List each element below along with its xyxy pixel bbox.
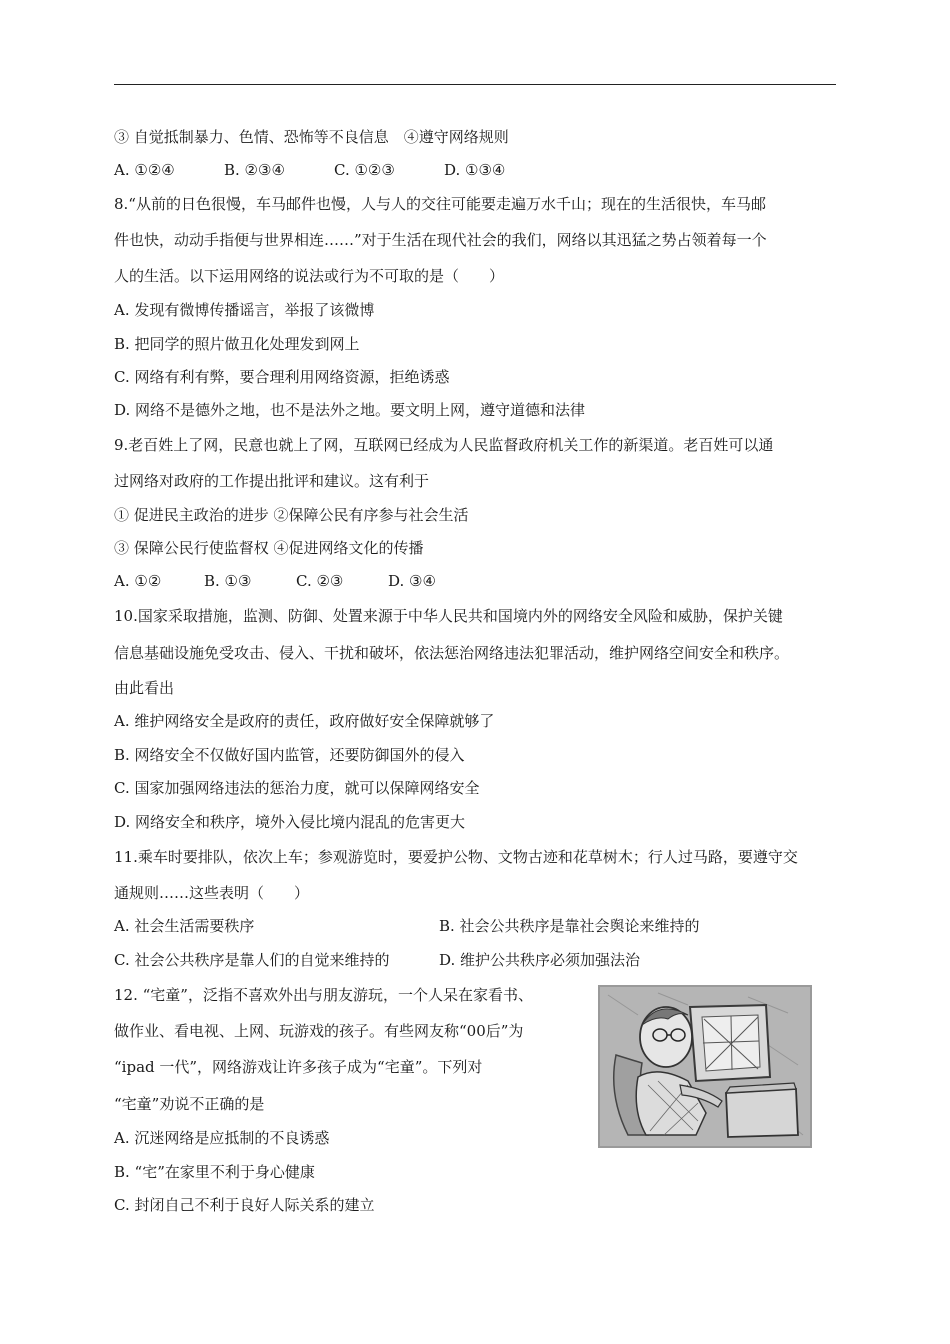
- q12-stem-line-2: 做作业、看电视、上网、玩游戏的孩子。有些网友称“00后”为: [114, 1022, 524, 1040]
- q8-stem-line-1: 8.“从前的日色很慢，车马邮件也慢，人与人的交往可能要走遍万水千山；现在的生活很快，车马邮: [114, 195, 766, 213]
- q7-option-b[interactable]: B. ②③④: [224, 161, 285, 179]
- q8-option-c[interactable]: C. 网络有利有弊，要合理利用网络资源，拒绝诱惑: [114, 368, 450, 386]
- q12-option-a[interactable]: A. 沉迷网络是应抵制的不良诱惑: [114, 1129, 330, 1147]
- q11-options-row-1: [114, 916, 764, 936]
- q7-options: [114, 160, 554, 180]
- q9-stem-line-1: 9.老百姓上了网，民意也就上了网，互联网已经成为人民监督政府机关工作的新渠道。老百姓可以通: [114, 436, 774, 454]
- q9-item-line-2: ③ 保障公民行使监督权 ④促进网络文化的传播: [114, 539, 424, 557]
- q8-stem-line-2: 件也快，动动手指便与世界相连……”对于生活在现代社会的我们，网络以其迅猛之势占领着每一个: [114, 231, 767, 249]
- q11-stem-line-1: 11.乘车时要排队，依次上车；参观游览时，要爱护公物、文物古迹和花草树木；行人过马路，要遵守交: [114, 848, 798, 866]
- q7-item-line: ③ 自觉抵制暴力、色情、恐怖等不良信息 ④遵守网络规则: [114, 128, 509, 146]
- q9-option-d[interactable]: D. ③④: [388, 572, 436, 590]
- header-rule: [114, 84, 836, 85]
- q11-option-d[interactable]: D. 维护公共秩序必须加强法治: [439, 951, 641, 969]
- q7-option-d[interactable]: D. ①③④: [444, 161, 506, 179]
- q9-options: [114, 571, 436, 591]
- q9-option-a[interactable]: A. ①②: [114, 572, 162, 590]
- q10-option-d[interactable]: D. 网络安全和秩序，境外入侵比境内混乱的危害更大: [114, 813, 466, 831]
- q10-option-a[interactable]: A. 维护网络安全是政府的责任，政府做好安全保障就够了: [114, 712, 495, 730]
- q11-option-b[interactable]: B. 社会公共秩序是靠社会舆论来维持的: [439, 917, 700, 935]
- q11-option-c[interactable]: C. 社会公共秩序是靠人们的自觉来维持的: [114, 951, 390, 969]
- q8-option-b[interactable]: B. 把同学的照片做丑化处理发到网上: [114, 335, 360, 353]
- q12-stem-line-3: “ipad 一代”，网络游戏让许多孩子成为“宅童”。下列对: [114, 1058, 483, 1076]
- q9-option-b[interactable]: B. ①③: [204, 572, 252, 590]
- q11-stem-line-2: 通规则……这些表明（ ）: [114, 884, 310, 902]
- q8-stem-line-3: 人的生活。以下运用网络的说法或行为不可取的是（ ）: [114, 267, 505, 285]
- kid-at-computer-illustration: [598, 985, 812, 1148]
- q9-option-c[interactable]: C. ②③: [296, 572, 344, 590]
- q11-option-a[interactable]: A. 社会生活需要秩序: [114, 917, 255, 935]
- q12-option-c[interactable]: C. 封闭自己不利于良好人际关系的建立: [114, 1196, 375, 1214]
- q10-option-c[interactable]: C. 国家加强网络违法的惩治力度，就可以保障网络安全: [114, 779, 480, 797]
- q11-options-row-2: [114, 950, 764, 970]
- q10-stem-line-1: 10.国家采取措施，监测、防御、处置来源于中华人民共和国境内外的网络安全风险和威胁，保护关键: [114, 607, 783, 625]
- q10-option-b[interactable]: B. 网络安全不仅做好国内监管，还要防御国外的侵入: [114, 746, 465, 764]
- q12-stem-line-4: “宅童”劝说不正确的是: [114, 1095, 265, 1113]
- q10-stem-line-2: 信息基础设施免受攻击、侵入、干扰和破坏，依法惩治网络违法犯罪活动，维护网络空间安全和秩序。: [114, 644, 790, 662]
- q12-option-b[interactable]: B. “宅”在家里不利于身心健康: [114, 1163, 315, 1181]
- q9-stem-line-2: 过网络对政府的工作提出批评和建议。这有利于: [114, 472, 430, 490]
- q7-option-c[interactable]: C. ①②③: [334, 161, 395, 179]
- q8-option-a[interactable]: A. 发现有微博传播谣言，举报了该微博: [114, 301, 375, 319]
- q10-stem-line-3: 由此看出: [114, 679, 175, 697]
- q8-option-d[interactable]: D. 网络不是德外之地，也不是法外之地。要文明上网，遵守道德和法律: [114, 401, 586, 419]
- q12-stem-line-1: 12. “宅童”，泛指不喜欢外出与朋友游玩，一个人呆在家看书、: [114, 986, 533, 1004]
- q9-item-line-1: ① 促进民主政治的进步 ②保障公民有序参与社会生活: [114, 506, 469, 524]
- q7-option-a[interactable]: A. ①②④: [114, 161, 175, 179]
